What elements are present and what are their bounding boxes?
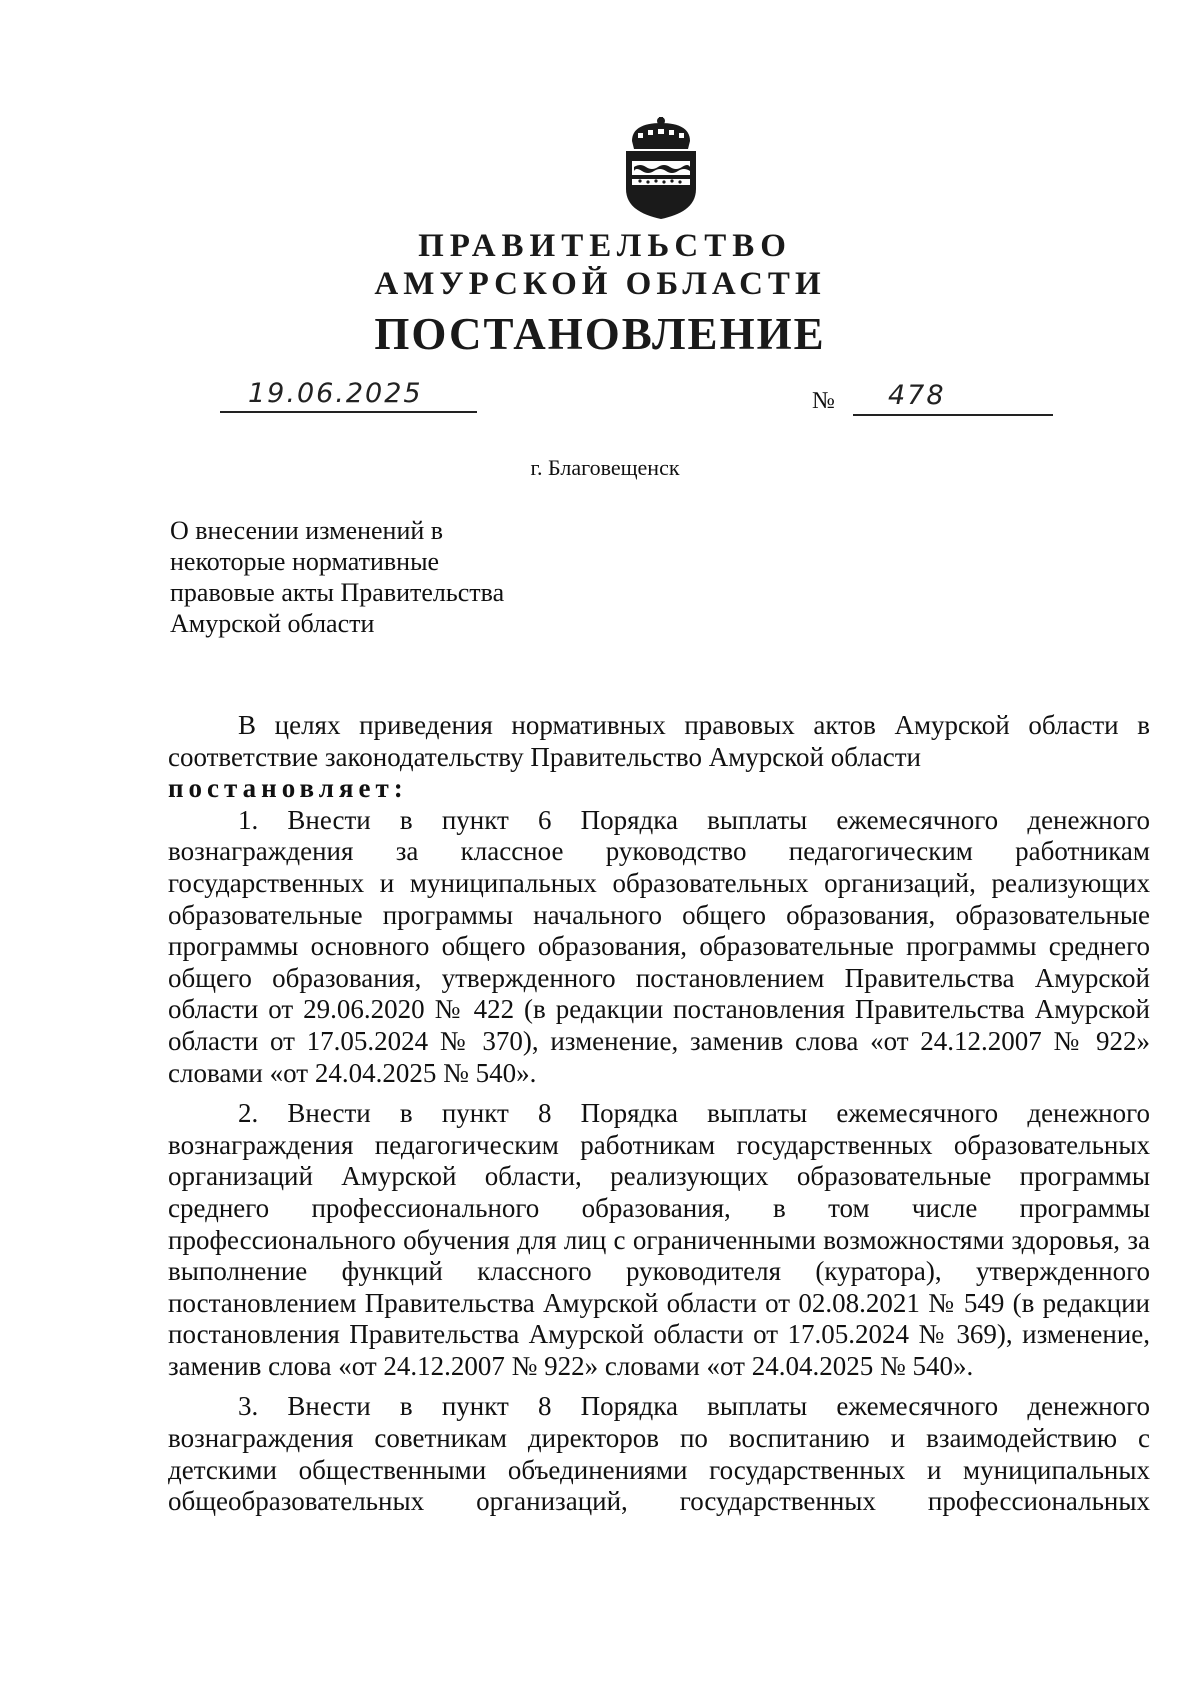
subject-line: О внесении изменений в [170,516,444,545]
item-paragraph-2: 2. Внести в пункт 8 Порядка выплаты ежемесячного денежного вознаграждения педагогическим работникам государственных образовательных организаций Амурской области, реализующих образовательные программы среднего профессионального образования, в том числе программы профессионального обучения для лиц с ограниченными возможностями здоровья, за выполнение функций классного руководителя (куратора), утвержденного постановлением Правительства Амурской области от 02.08.2021 № 549 (в редакции постановления Правительства Амурской области от 17.05.2024 № 369), изменение, заменив слова «от 24.12.2007 № 922» словами «от 24.04.2025 № 540». [168,1098,1150,1381]
number-sign: № [812,388,835,414]
subject-line: некоторые нормативные [170,547,440,576]
place-of-issue: г. Благовещенск [530,455,680,480]
document-body [168,710,1150,1518]
item-paragraph-3: 3. Внести в пункт 8 Порядка выплаты ежемесячного денежного вознаграждения советникам директоров по воспитанию и взаимодействию с детскими общественными объединениями государственных и муниципальных общеобразовательных организаций, государственных профессиональных [168,1391,1150,1517]
resolves-keyword: постановляет: [168,773,408,804]
subject-line: Амурской области [170,609,375,638]
resolves-line [168,773,1150,805]
org-name-line2: АМУРСКОЙ ОБЛАСТИ [374,266,826,302]
document-number: 478 [888,380,946,411]
preamble-paragraph: В целях приведения нормативных правовых актов Амурской области в соответствие законодательству Правительство Амурской области [168,710,1150,772]
coat-of-arms-icon [618,115,704,221]
item-paragraph-1: 1. Внести в пункт 6 Порядка выплаты ежемесячного денежного вознаграждения за классное руководство педагогическим работникам государственных и муниципальных образовательных организаций, реализующих образовательные программы начального общего образования, образовательные программы основного общего образования, образовательные программы среднего общего образования, утвержденного постановлением Правительства Амурской области от 29.06.2020 № 422 (в редакции постановления Правительства Амурской области от 17.05.2024 № 370), изменение, заменив слова «от 24.12.2007 № 922» словами «от 24.04.2025 № 540». [168,804,1150,1088]
org-name-line1: ПРАВИТЕЛЬСТВО [418,228,792,264]
document-subject [170,515,590,639]
date-underline [220,411,477,413]
document-date: 19.06.2025 [248,378,423,409]
number-underline [853,414,1053,416]
document-type-title: ПОСТАНОВЛЕНИЕ [374,309,826,359]
subject-line: правовые акты Правительства [170,578,505,607]
